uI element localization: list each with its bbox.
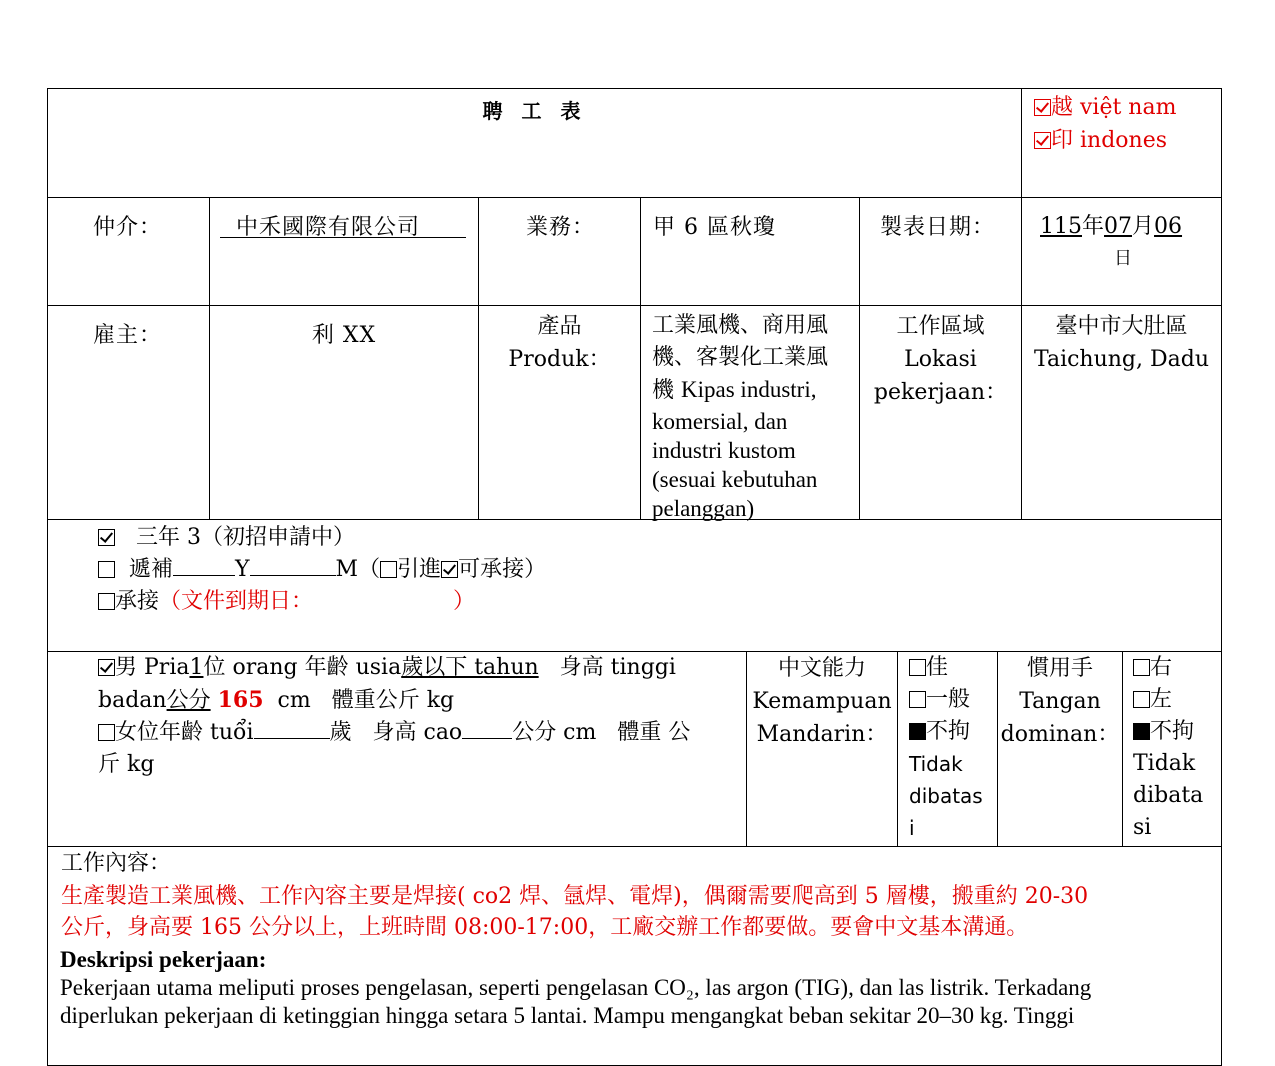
product-label: 產品 Produk： xyxy=(508,314,611,372)
option-replacement[interactable]: 遞補 Y M（ 引進 可承接） xyxy=(98,554,546,586)
checkbox-icon[interactable] xyxy=(1133,691,1150,708)
hand-label-cell xyxy=(997,651,1123,847)
mandarin-label-cell xyxy=(746,651,898,847)
mandarin-options-cell xyxy=(897,651,998,847)
work-area-label-cell xyxy=(859,305,1022,520)
mandarin-good[interactable]: 佳 xyxy=(909,652,983,684)
work-area-label: 工作區域 Lokasi pekerjaan： xyxy=(873,314,1008,405)
male-height: 165 xyxy=(217,687,264,713)
checkbox-icon[interactable] xyxy=(98,529,115,546)
employer-label: 雇主： xyxy=(93,323,163,348)
checkbox-icon[interactable] xyxy=(98,593,115,610)
hand-label: 慣用手 Tangan dominan： xyxy=(1000,656,1120,747)
hand-options-cell xyxy=(1122,651,1222,847)
language-vietnam[interactable]: 越 việt nam xyxy=(1034,91,1176,124)
form-date-value: 115年07月06 xyxy=(1040,214,1183,239)
agent-value: 中禾國際有限公司 xyxy=(220,210,466,238)
language-indonesia[interactable]: 印 indones xyxy=(1034,124,1176,157)
work-area-value: 臺中市大肚區 Taichung, Dadu xyxy=(1033,314,1210,372)
hire-type-options xyxy=(98,522,546,618)
job-description-cell xyxy=(47,846,1222,1066)
checkbox-icon[interactable] xyxy=(98,724,115,741)
form-date-label: 製表日期： xyxy=(880,215,996,240)
checkbox-icon[interactable] xyxy=(98,561,115,578)
job-description-id: Pekerjaan utama meliputi proses pengelasan, seperti pengelasan CO₂, las argon (TIG), dan las listrik. Terkadang diperlukan pekerjaan di ketinggian hingga setara 5 lantai. Mampu mengangkat beban sekitar 20–30 kg. Tinggi xyxy=(60,975,1092,1028)
agent-label: 仲介： xyxy=(93,215,163,240)
mandarin-normal[interactable]: 一般 xyxy=(909,684,983,716)
hand-options: 右 左 不拘 Tidak dibata si xyxy=(1133,652,1203,844)
checkbox-filled-icon[interactable] xyxy=(909,723,926,740)
checkbox-icon[interactable] xyxy=(98,659,115,676)
option-three-year[interactable]: 三年 3（初招申請中） xyxy=(98,522,546,554)
male-requirement: 男 Pria1位 orang 年齡 usia歲以下 tahun 身高 tinggi xyxy=(98,652,742,684)
checkbox-icon[interactable] xyxy=(1133,659,1150,676)
mandarin-any[interactable]: 不拘 xyxy=(909,716,983,748)
product-label-cell xyxy=(478,305,641,520)
recruitment-form-table xyxy=(47,88,1222,1048)
hand-any[interactable]: 不拘 xyxy=(1133,716,1203,748)
option-takeover[interactable]: 承接（文件到期日： ） xyxy=(98,586,546,618)
employer-label-cell xyxy=(47,305,210,520)
business-label-cell xyxy=(478,197,641,306)
employer-value: 利 XX xyxy=(311,323,377,348)
female-requirement: 女位年齡 tuổi 歲 身高 cao 公分 cm 體重 公 xyxy=(98,717,742,749)
checkbox-icon[interactable] xyxy=(909,691,926,708)
business-value: 甲 6 區秋瓊 xyxy=(653,215,776,240)
checkbox-icon[interactable] xyxy=(1034,132,1051,149)
product-value: 工業風機、商用風 機、客製化工業風 機 Kipas industri, komersial, dan industri kustom (sesuai kebutuhan pelanggan) xyxy=(652,313,829,521)
agent-value-cell xyxy=(209,197,479,306)
hire-type-cell xyxy=(47,519,1222,652)
business-label: 業務： xyxy=(526,215,596,240)
worker-requirements: 男 Pria1位 orang 年齡 usia歲以下 tahun 身高 tinggi badan公分 165 cm 體重公斤 kg 女位年齡 tuổi 歲 身高 cao 公分 cm 體重 公 斤 kg xyxy=(98,652,742,781)
job-description-zh: 生產製造工業風機、工作內容主要是焊接( co2 焊、氬焊、電焊)，偶爾需要爬高到 5 層樓，搬重約 20-30 公斤，身高要 165 公分以上，上班時間 08:00-17:00，工廠交辦工作都要做。要會中文基本溝通。 xyxy=(61,884,1089,940)
job-label: 工作內容： xyxy=(61,851,172,876)
checkbox-icon[interactable] xyxy=(909,659,926,676)
form-date-value-cell xyxy=(1021,197,1222,306)
checkbox-filled-icon[interactable] xyxy=(1133,723,1150,740)
job-description-id-label: Deskripsi pekerjaan: xyxy=(60,947,267,972)
title-cell xyxy=(47,88,1022,198)
hand-left[interactable]: 左 xyxy=(1133,684,1203,716)
form-title: 聘 工 表 xyxy=(482,99,587,123)
checkbox-icon[interactable] xyxy=(1034,99,1051,116)
agent-label-cell xyxy=(47,197,210,306)
employer-value-cell xyxy=(209,305,479,520)
form-date-label-cell xyxy=(859,197,1022,306)
product-value-cell xyxy=(640,305,860,520)
language-list xyxy=(1034,91,1176,157)
hand-right[interactable]: 右 xyxy=(1133,652,1203,684)
work-area-value-cell xyxy=(1021,305,1222,520)
mandarin-options: 佳 一般 不拘 Tidak dibatas i xyxy=(909,652,983,844)
checkbox-icon[interactable] xyxy=(380,561,397,578)
form-date-day-unit: 日 xyxy=(1114,248,1132,269)
worker-requirement-cell xyxy=(47,651,747,847)
language-cell xyxy=(1021,88,1222,198)
business-value-cell xyxy=(640,197,860,306)
checkbox-icon[interactable] xyxy=(441,561,458,578)
mandarin-label: 中文能力 Kemampuan Mandarin： xyxy=(752,656,892,747)
